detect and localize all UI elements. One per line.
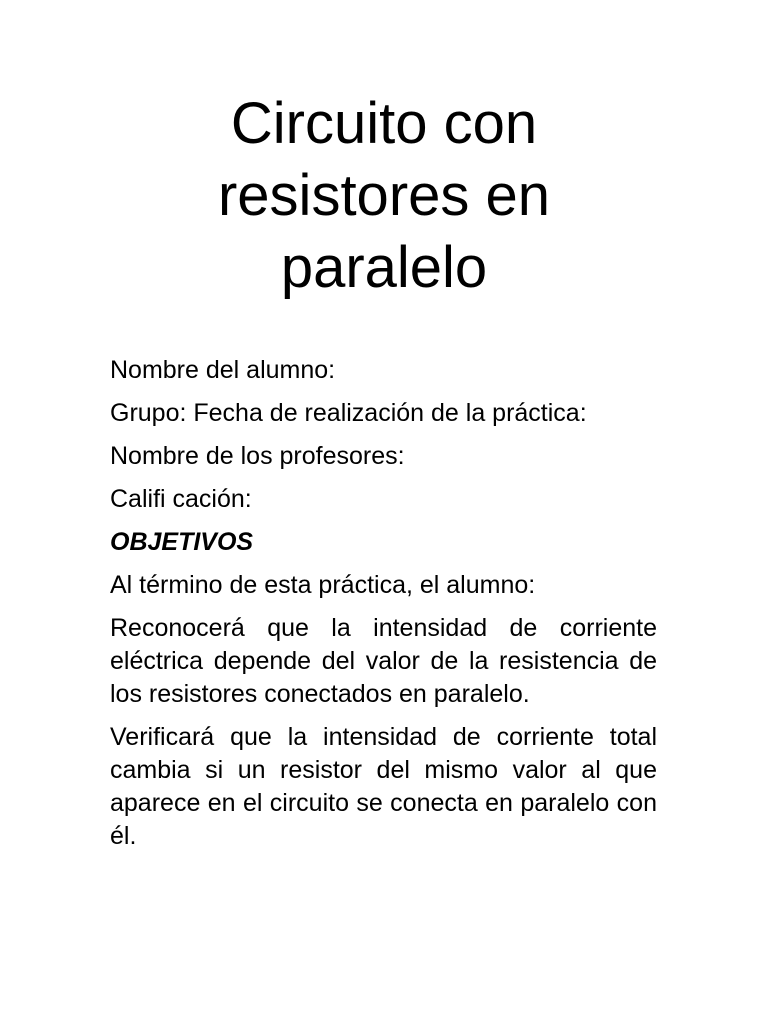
- objectives-intro: Al término de esta práctica, el alumno:: [110, 571, 536, 599]
- group-date-field: Grupo: Fecha de realización de la práctica:: [110, 399, 587, 427]
- title-line-2: resistores en: [217, 163, 551, 228]
- objectives-heading: OBJETIVOS: [110, 528, 254, 556]
- document-body: [110, 354, 657, 863]
- objective-item-2: Verificará que la intensidad de corriente total cambia si un resistor del mismo valor al que aparece en el circuito se conecta en paralelo con él.: [110, 723, 657, 850]
- objective-item-1: Reconocerá que la intensidad de corriente eléctrica depende del valor de la resistencia de los resistores conectados en paralelo.: [110, 614, 657, 708]
- student-name-field: Nombre del alumno:: [110, 356, 336, 384]
- document-title: [0, 88, 768, 304]
- title-line-1: Circuito con: [230, 91, 538, 156]
- grade-field: Califi cación:: [110, 485, 252, 513]
- professors-field: Nombre de los profesores:: [110, 442, 405, 470]
- title-line-3: paralelo: [280, 235, 488, 300]
